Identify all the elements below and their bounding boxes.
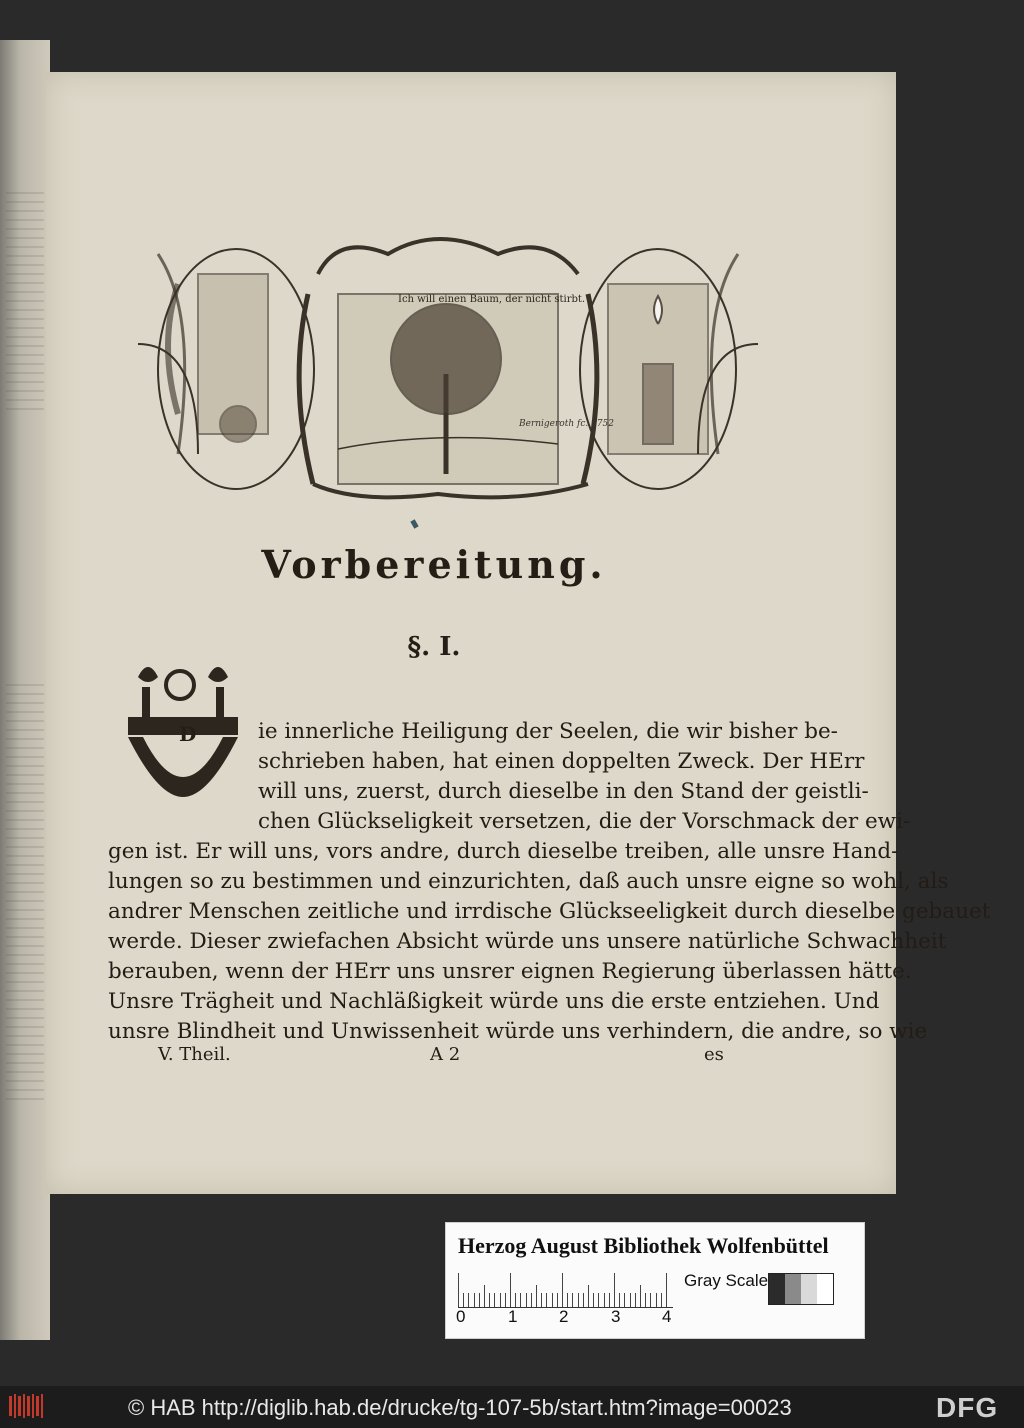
swatch-1	[769, 1274, 785, 1304]
left-page-bleed-marks-lower	[6, 680, 44, 1100]
swatch-4	[817, 1274, 833, 1304]
body-line-6: lungen so zu bestimmen und einzurichten, daß auch unsre eigne so wohl, als	[108, 869, 949, 894]
vignette-banner-text: Ich will einen Baum, der nicht stirbt.	[398, 294, 586, 305]
gray-scale-swatches	[768, 1273, 834, 1305]
ruler-tick	[572, 1293, 573, 1307]
hab-barcode-icon	[8, 1392, 46, 1420]
ruler-tick	[500, 1293, 501, 1307]
ruler-tick	[656, 1293, 657, 1307]
ruler-tick	[567, 1293, 568, 1307]
ruler-tick	[536, 1285, 537, 1307]
ruler-number-1: 1	[508, 1307, 518, 1326]
swatch-3	[801, 1274, 817, 1304]
body-line-4: chen Glückseligkeit versetzen, die der Vorschmack der ewi-	[258, 809, 911, 834]
body-line-7: andrer Menschen zeitliche und irrdische Glückseeligkeit durch dieselbe gebauet	[108, 899, 991, 924]
ruler-tick	[468, 1293, 469, 1307]
ruler-tick	[489, 1293, 490, 1307]
ruler-tick	[515, 1293, 516, 1307]
ruler-tick	[474, 1293, 475, 1307]
body-line-1: ie innerliche Heiligung der Seelen, die wir bisher be-	[258, 719, 838, 744]
ruler-tick	[640, 1285, 641, 1307]
ink-mark	[410, 519, 418, 528]
ruler-tick	[635, 1293, 636, 1307]
initial-letter: D	[179, 722, 197, 746]
scale-ruler	[458, 1269, 673, 1308]
ruler-tick	[645, 1293, 646, 1307]
footer-catchword: es	[704, 1044, 724, 1065]
library-color-card	[445, 1222, 865, 1339]
ruler-tick	[458, 1273, 459, 1307]
page-content	[46, 72, 991, 1194]
ruler-tick	[583, 1293, 584, 1307]
ruler-tick	[479, 1293, 480, 1307]
left-facing-page-edge	[0, 40, 50, 1340]
body-line-9: berauben, wenn der HErr uns unsrer eignen Regierung überlassen hätte.	[108, 959, 912, 984]
ruler-tick	[546, 1293, 547, 1307]
ruler-tick	[531, 1293, 532, 1307]
library-name: Herzog August Bibliothek Wolfenbüttel	[458, 1233, 829, 1258]
header-vignette-engraving	[138, 194, 758, 504]
ruler-tick	[614, 1273, 615, 1307]
footer-signature: A 2	[430, 1044, 461, 1065]
body-line-3: will uns, zuerst, durch dieselbe in den Stand der geistli-	[258, 779, 869, 804]
ruler-tick	[588, 1285, 589, 1307]
ruler-tick	[557, 1293, 558, 1307]
ruler-tick	[562, 1273, 563, 1307]
gray-scale-label: Gray Scale	[684, 1271, 769, 1290]
ruler-tick	[494, 1293, 495, 1307]
ruler-tick	[520, 1293, 521, 1307]
ruler-tick	[541, 1293, 542, 1307]
ruler-tick	[526, 1293, 527, 1307]
ruler-tick	[505, 1293, 506, 1307]
ruler-tick	[463, 1293, 464, 1307]
footer-volume: V. Theil.	[158, 1044, 231, 1065]
ruler-tick	[661, 1293, 662, 1307]
engraver-signature: Bernigeroth fc. 1752	[519, 419, 614, 429]
ruler-tick	[609, 1293, 610, 1307]
swatch-2	[785, 1274, 801, 1304]
ruler-tick	[593, 1293, 594, 1307]
ruler-tick	[598, 1293, 599, 1307]
ruler-tick	[484, 1285, 485, 1307]
ruler-number-2: 2	[559, 1307, 569, 1326]
left-page-bleed-marks	[6, 190, 44, 410]
ruler-tick	[630, 1293, 631, 1307]
dfg-logo: DFG	[936, 1392, 999, 1423]
ruler-tick	[578, 1293, 579, 1307]
body-line-2: schrieben haben, hat einen doppelten Zweck. Der HErr	[258, 749, 865, 774]
ruler-tick	[510, 1273, 511, 1307]
ruler-number-4: 4	[662, 1307, 672, 1326]
ruler-tick	[604, 1293, 605, 1307]
ruler-tick	[619, 1293, 620, 1307]
book-page	[46, 72, 991, 1194]
ruler-tick	[666, 1273, 667, 1307]
body-line-11: unsre Blindheit und Unwissenheit würde uns verhindern, die andre, so wie	[108, 1019, 928, 1044]
ruler-tick	[624, 1293, 625, 1307]
body-line-5: gen ist. Er will uns, vors andre, durch dieselbe treiben, alle unsre Hand-	[108, 839, 899, 864]
body-line-10: Unsre Trägheit und Nachläßigkeit würde uns die erste entziehen. Und	[108, 989, 880, 1014]
ruler-number-3: 3	[611, 1307, 621, 1326]
copyright-url[interactable]: © HAB http://diglib.hab.de/drucke/tg-107-5b/start.htm?image=00023	[128, 1395, 792, 1420]
section-heading: §. I.	[407, 632, 461, 662]
page-title: Vorbereitung.	[261, 542, 607, 587]
ruler-tick	[650, 1293, 651, 1307]
body-line-8: werde. Dieser zwiefachen Absicht würde uns unsere natürliche Schwachheit	[108, 929, 947, 954]
ruler-number-0: 0	[456, 1307, 466, 1326]
ruler-tick	[552, 1293, 553, 1307]
